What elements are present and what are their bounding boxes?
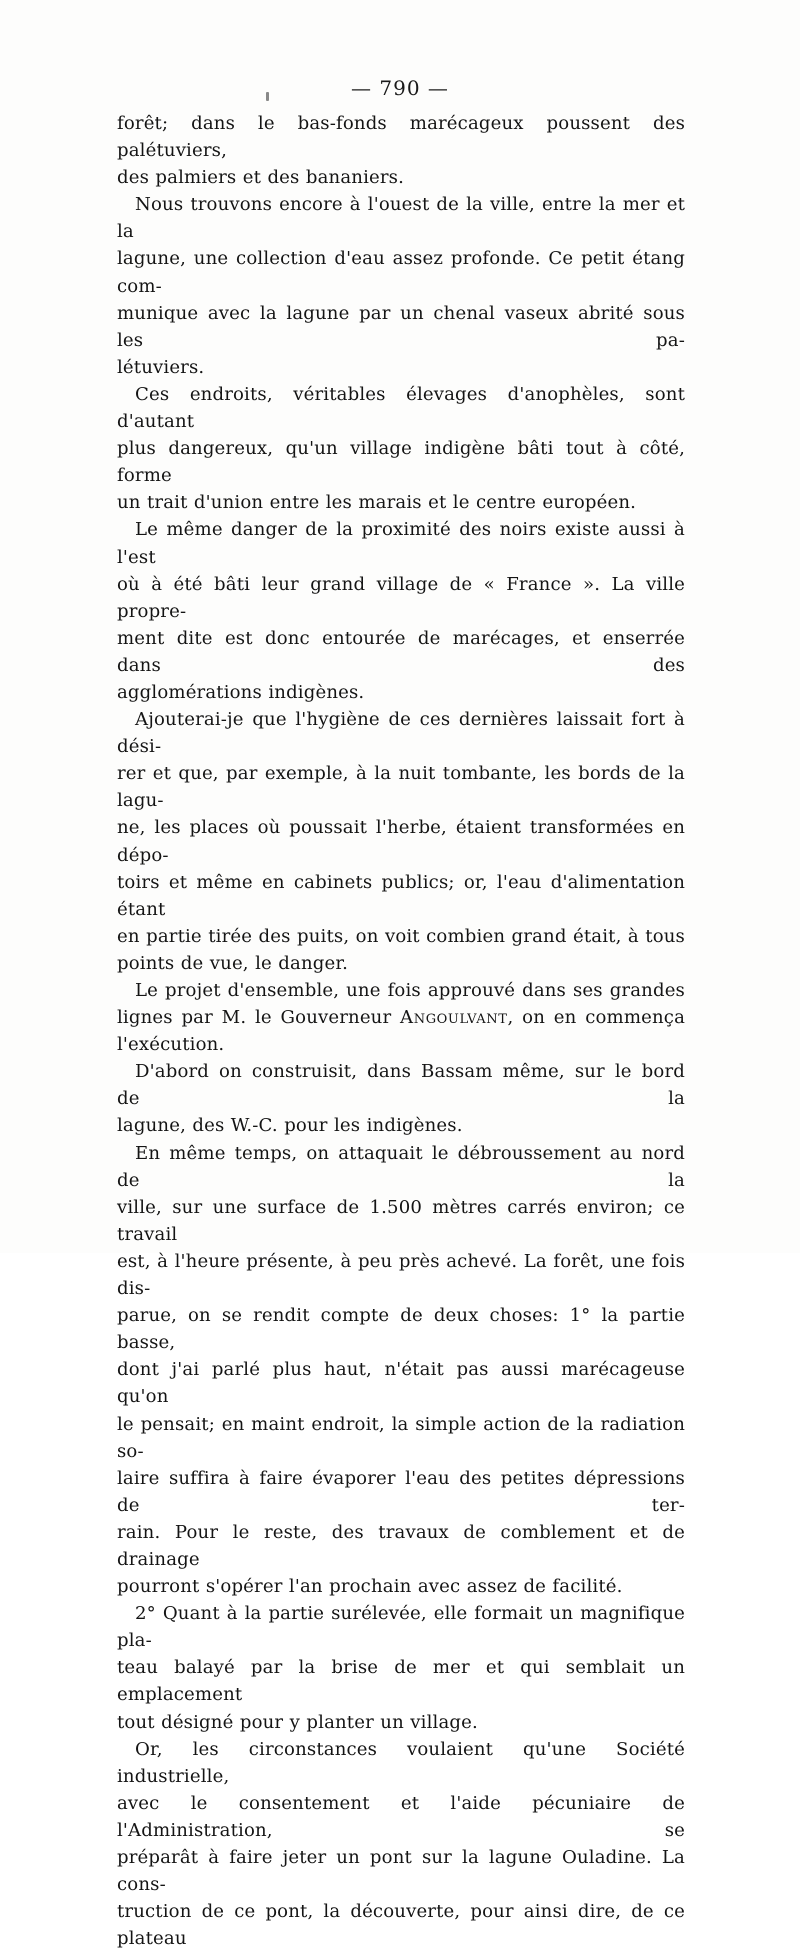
paragraph-10	[117, 1736, 685, 1952]
text-line: en partie tirée des puits, on voit combien grand était, à tous	[117, 925, 685, 947]
text-line: 2° Quant à la partie surélevée, elle formait un magnifique pla-	[117, 1603, 685, 1652]
text-line: Nous trouvons encore à l'ouest de la ville, entre la mer et la	[117, 194, 685, 243]
paragraph-3	[117, 381, 685, 516]
text-run: lignes par M. le Gouverneur	[117, 1007, 401, 1029]
text-line: agglomérations indigènes.	[117, 681, 365, 703]
text-line: forêt; dans le bas-fonds marécageux poussent des palétuviers,	[117, 113, 685, 162]
text-line: Ajouterai-je que l'hygiène de ces dernières laissait fort à dési-	[117, 709, 685, 758]
text-line	[117, 1004, 685, 1031]
text-line: plus dangereux, qu'un village indigène bâti tout à côté, forme	[117, 438, 685, 487]
text-line: munique avec la lagune par un chenal vaseux abrité sous les pa-	[117, 302, 685, 351]
text-line: toirs et même en cabinets publics; or, l'eau d'alimentation étant	[117, 871, 685, 920]
text-line: rain. Pour le reste, des travaux de comblement et de drainage	[117, 1521, 685, 1570]
text-line: un trait d'union entre les marais et le centre européen.	[117, 492, 637, 514]
text-line: laire suffira à faire évaporer l'eau des petites dépressions de ter-	[117, 1467, 685, 1516]
paragraph-6	[117, 977, 685, 1058]
text-line: pourront s'opérer l'an prochain avec assez de facilité.	[117, 1576, 623, 1598]
paragraph-1	[117, 110, 685, 191]
text-line: truction de ce pont, la découverte, pour ainsi dire, de ce plateau	[117, 1901, 685, 1950]
text-line: D'abord on construisit, dans Bassam même, sur le bord de la	[117, 1061, 685, 1110]
text-line: létuviers.	[117, 356, 205, 378]
text-line: ment dite est donc entourée de marécages, et enserrée dans des	[117, 627, 685, 676]
text-line: teau balayé par la brise de mer et qui semblait un emplacement	[117, 1657, 685, 1706]
text-line: points de vue, le danger.	[117, 952, 349, 974]
text-line: Le même danger de la proximité des noirs existe aussi à l'est	[117, 519, 685, 568]
text-line: ville, sur une surface de 1.500 mètres carrés environ; ce travail	[117, 1196, 685, 1245]
text-line: Le projet d'ensemble, une fois approuvé dans ses grandes	[135, 980, 685, 1001]
text-line: dont j'ai parlé plus haut, n'était pas aussi marécageuse qu'on	[117, 1359, 685, 1408]
page-number: — 790 —	[351, 76, 449, 100]
paragraph-5	[117, 706, 685, 977]
body-text	[117, 110, 685, 1952]
text-line: tout désigné pour y planter un village.	[117, 1711, 478, 1733]
text-line: le pensait; en maint endroit, la simple action de la radiation so-	[117, 1413, 685, 1462]
text-line: rer et que, par exemple, à la nuit tombante, les bords de la lagu-	[117, 763, 685, 812]
text-line: des palmiers et des bananiers.	[117, 167, 405, 189]
text-run: , on en commença	[507, 1007, 686, 1029]
text-line: Ces endroits, véritables élevages d'anophèles, sont d'autant	[117, 383, 685, 433]
paragraph-9	[117, 1600, 685, 1735]
paragraph-7	[117, 1058, 685, 1139]
governor-name: Angoulvant	[400, 1007, 508, 1029]
text-line: lagune, une collection d'eau assez profonde. Ce petit étang com-	[117, 248, 685, 297]
text-line: Or, les circonstances voulaient qu'une Société industrielle,	[117, 1738, 685, 1787]
text-line: lagune, des W.-C. pour les indigènes.	[117, 1115, 463, 1137]
paragraph-2	[117, 191, 685, 381]
paragraph-8	[117, 1140, 685, 1601]
text-line: est, à l'heure présente, à peu près achevé. La forêt, une fois dis-	[117, 1250, 685, 1300]
text-line: En même temps, on attaquait le débroussement au nord de la	[117, 1142, 685, 1191]
text-line: parue, on se rendit compte de deux choses: 1° la partie basse,	[117, 1305, 685, 1354]
text-line: préparât à faire jeter un pont sur la lagune Ouladine. La cons-	[117, 1847, 685, 1896]
text-line: avec le consentement et l'aide pécuniaire de l'Administration, se	[117, 1792, 685, 1841]
text-line: l'exécution.	[117, 1034, 225, 1056]
text-line: ne, les places où poussait l'herbe, étaient transformées en dépo-	[117, 817, 685, 866]
text-line: où à été bâti leur grand village de « France ». La ville propre-	[117, 573, 685, 622]
paragraph-4	[117, 516, 685, 706]
